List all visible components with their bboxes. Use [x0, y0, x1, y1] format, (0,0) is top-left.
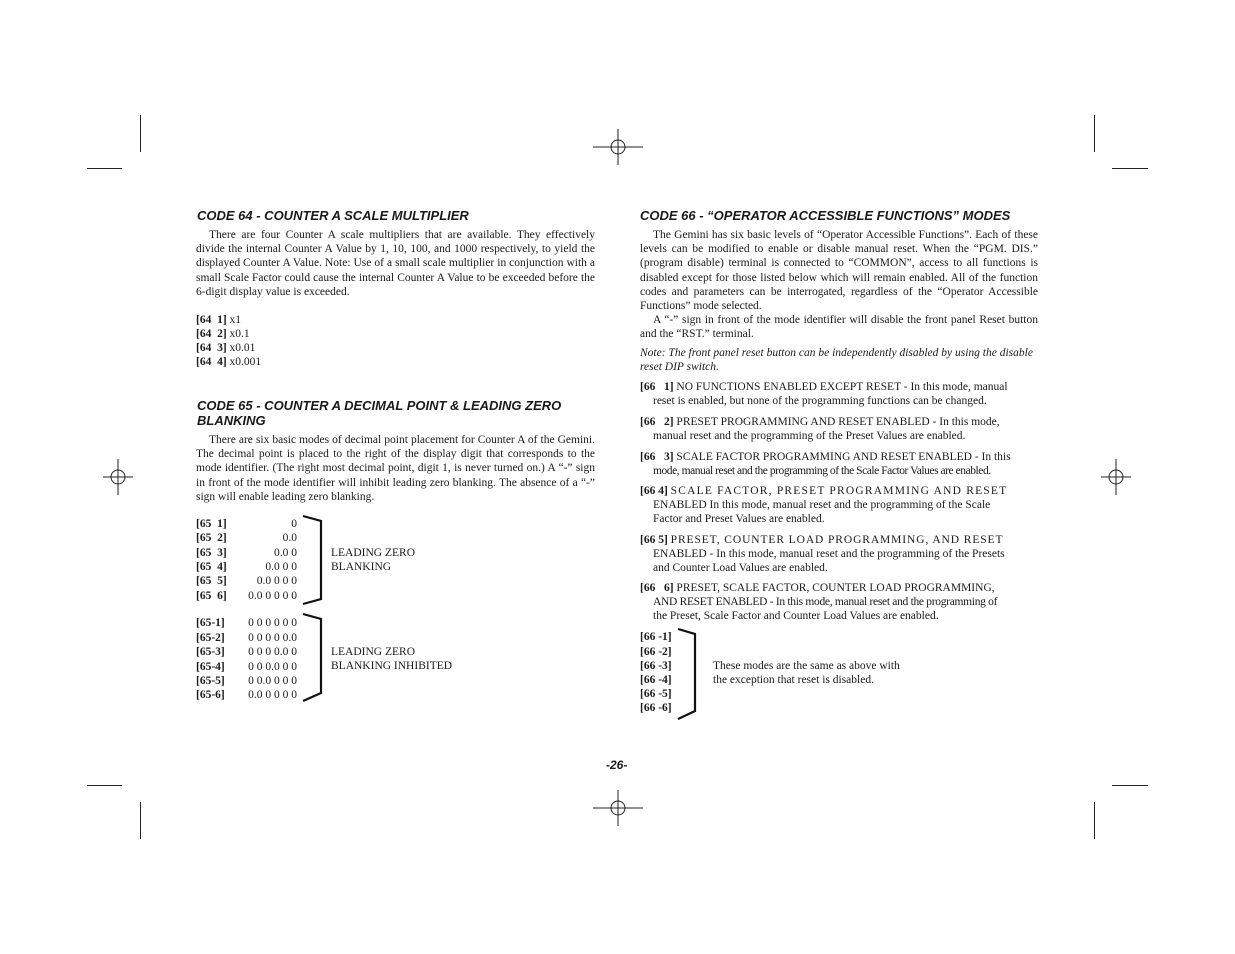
- crop-mark: [1112, 785, 1148, 786]
- bracket-icon: [302, 612, 326, 704]
- code-66-disabled-code: [66 -4]: [640, 674, 672, 686]
- option-row: [64 3] x0.01: [196, 342, 256, 354]
- bracket-icon: [302, 514, 326, 606]
- crop-mark: [140, 115, 141, 152]
- code-66-item: [66 1] NO FUNCTIONS ENABLED EXCEPT RESET - In this mode, manual reset is enabled, but none of the programming functions can be changed.: [640, 381, 1008, 408]
- code-65-row-code: [65 4]: [196, 561, 227, 573]
- code-66-disabled-note: These modes are the same as above with the exception that reset is disabled.: [713, 660, 900, 687]
- option-row: [64 1] x1: [196, 314, 242, 326]
- option-row: [64 2] x0.1: [196, 328, 250, 340]
- code-64-description: There are four Counter A scale multipliers that are available. They effectively divide the internal Counter A Value by 1, 10, 100, and 1000 respectively, to yield the displayed Counter A Value. Note: Use of a small scale multiplier in conjunction with a small Scale Factor could cause the internal Counter A Value to be exceeded before the 6-digit display value is exceeded.: [196, 229, 595, 298]
- code-65-row-value: 0.0 0 0 0 0: [248, 590, 297, 602]
- registration-mark-icon: [1101, 459, 1131, 495]
- code-65-row-value: 0 0 0 0.0 0: [248, 646, 297, 658]
- registration-mark-icon: [593, 790, 643, 826]
- code-66-disabled-code: [66 -1]: [640, 631, 672, 643]
- crop-mark: [1094, 115, 1095, 152]
- code-65-description: There are six basic modes of decimal point placement for Counter A of the Gemini. The decimal point is placed to the right of the display digit that corresponds to the mode identifier. (The right most decimal point, digit 1, is never turned on.) A “-” sign in front of the mode identifier will inhibit leading zero blanking. The absence of a “-” sign will enable leading zero blanking.: [196, 434, 595, 503]
- leading-zero-blanking-inhibited-label: LEADING ZERO BLANKING INHIBITED: [331, 646, 453, 673]
- crop-mark: [1094, 802, 1095, 839]
- bracket-icon: [677, 627, 699, 721]
- crop-mark: [140, 802, 141, 839]
- code-66-disabled-code: [66 -6]: [640, 702, 672, 714]
- code-65-heading: CODE 65 - COUNTER A DECIMAL POINT & LEADING ZERO BLANKING: [197, 398, 562, 428]
- code-65-row-value: 0.0 0 0 0 0: [248, 689, 297, 701]
- code-65-row-code: [65-6]: [196, 689, 225, 701]
- code-65-row-code: [65 2]: [196, 532, 227, 544]
- leading-zero-blanking-label: LEADING ZERO BLANKING: [331, 547, 415, 574]
- code-65-row-code: [65-5]: [196, 675, 225, 687]
- code-65-row-value: 0 0 0 0 0 0: [248, 617, 297, 629]
- code-66-disabled-code: [66 -5]: [640, 688, 672, 700]
- code-65-row-value: 0.0: [282, 532, 297, 544]
- crop-mark: [87, 168, 122, 169]
- code-66-disabled-code: [66 -2]: [640, 646, 672, 658]
- code-65-row-value: 0 0 0 0 0.0: [248, 632, 297, 644]
- code-65-row-code: [65 6]: [196, 590, 227, 602]
- page-number: -26-: [606, 758, 628, 772]
- code-66-item: [66 3] SCALE FACTOR PROGRAMMING AND RESET ENABLED - In this mode, manual reset and the programming of the Scale Factor Values are enabled.: [640, 451, 1011, 478]
- code-66-heading: CODE 66 - “OPERATOR ACCESSIBLE FUNCTIONS” MODES: [640, 208, 1011, 223]
- code-65-row-code: [65-4]: [196, 661, 225, 673]
- code-66-item: [66 2] PRESET PROGRAMMING AND RESET ENABLED - In this mode, manual reset and the programming of the Preset Values are enabled.: [640, 416, 1000, 443]
- registration-mark-icon: [593, 129, 643, 165]
- code-65-row-value: 0.0 0: [274, 547, 297, 559]
- code-64-heading: CODE 64 - COUNTER A SCALE MULTIPLIER: [197, 208, 469, 223]
- code-65-row-value: 0.0 0 0 0: [256, 575, 297, 587]
- code-66-description: The Gemini has six basic levels of “Operator Accessible Functions”. Each of these levels can be modified to enable or disable manual reset. When the “PGM. DIS.” (program disable) terminal is connected to “COMMON”, access to all functions is disabled except for those listed below which will remain enabled. All of the function codes and parameters can be interrogated, regardless of the “Operator Accessible Functions” mode selected. A “-” sign in front of the mode identifier will disable the front panel Reset button and the “RST.” terminal.: [640, 229, 1038, 341]
- crop-mark: [87, 785, 122, 786]
- code-65-row-code: [65-3]: [196, 646, 225, 658]
- code-66-note: Note: The front panel reset button can be independently disabled by using the disable reset DIP switch.: [640, 347, 1033, 374]
- code-65-row-code: [65 3]: [196, 547, 227, 559]
- code-65-row-code: [65 5]: [196, 575, 227, 587]
- code-65-row-code: [65-2]: [196, 632, 225, 644]
- code-65-row-code: [65 1]: [196, 518, 227, 530]
- option-row: [64 4] x0.001: [196, 356, 262, 368]
- code-66-disabled-code: [66 -3]: [640, 660, 672, 672]
- code-65-row-value: 0 0 0.0 0 0: [248, 661, 297, 673]
- code-66-item: [66 4] SCALE FACTOR, PRESET PROGRAMMING AND RESET ENABLED In this mode, manual reset and the programming of the Scale Factor and Preset Values are enabled.: [640, 485, 1008, 526]
- code-65-row-code: [65-1]: [196, 617, 225, 629]
- code-65-row-value: 0: [291, 518, 297, 530]
- crop-mark: [1112, 168, 1148, 169]
- code-66-item: [66 6] PRESET, SCALE FACTOR, COUNTER LOAD PROGRAMMING, AND RESET ENABLED - In this mode, manual reset and the programming of the Preset, Scale Factor and Counter Load Values are enabled.: [640, 582, 998, 623]
- code-66-item: [66 5] PRESET, COUNTER LOAD PROGRAMMING, AND RESET ENABLED - In this mode, manual reset and the programming of the Presets and Counter Load Values are enabled.: [640, 534, 1005, 575]
- code-65-row-value: 0 0.0 0 0 0: [248, 675, 297, 687]
- registration-mark-icon: [103, 459, 133, 495]
- code-65-row-value: 0.0 0 0: [265, 561, 297, 573]
